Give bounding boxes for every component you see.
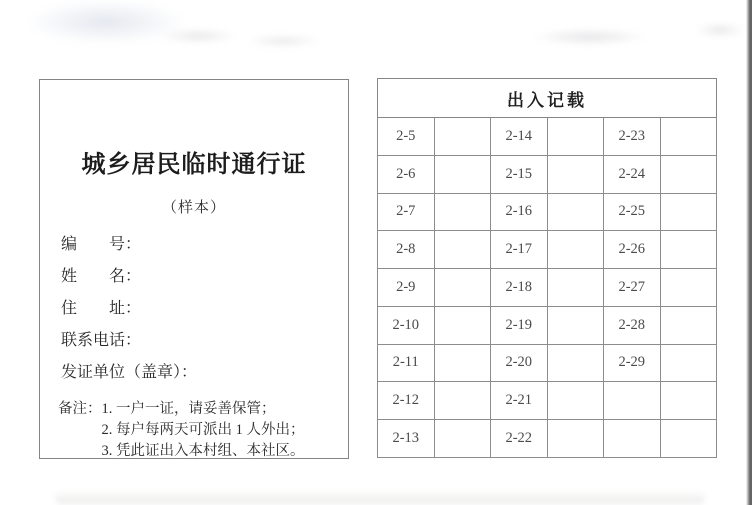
scan-smudge xyxy=(55,490,705,504)
log-entry-cell xyxy=(434,155,491,193)
photo-edge-shadow xyxy=(746,0,752,505)
entry-exit-log-panel xyxy=(377,78,717,458)
table-body xyxy=(378,118,717,458)
log-date-cell: 2-26 xyxy=(604,231,661,269)
log-entry-cell xyxy=(660,306,717,344)
table-row xyxy=(378,155,717,193)
scan-smudge xyxy=(26,0,186,44)
certificate-field: 姓 名： xyxy=(61,268,142,285)
certificate-field: 编 号： xyxy=(61,236,142,253)
log-entry-cell xyxy=(547,306,604,344)
log-date-cell: 2-28 xyxy=(604,306,661,344)
log-entry-cell xyxy=(547,269,604,307)
log-date-cell: 2-17 xyxy=(491,231,548,269)
note-line: 1. 一户一证，请妥善保管； xyxy=(101,401,276,417)
log-date-cell: 2-20 xyxy=(491,344,548,382)
log-entry-cell xyxy=(434,344,491,382)
certificate-field: 住 址： xyxy=(61,300,142,317)
log-date-cell: 2-11 xyxy=(378,344,435,382)
log-date-cell: 2-27 xyxy=(604,269,661,307)
log-date-cell: 2-14 xyxy=(491,118,548,156)
log-date-cell: 2-8 xyxy=(378,231,435,269)
certificate-subtitle: （样本） xyxy=(161,200,226,216)
log-date-cell: 2-25 xyxy=(604,193,661,231)
log-entry-cell xyxy=(547,382,604,420)
log-date-cell: 2-7 xyxy=(378,193,435,231)
log-date-cell: 2-13 xyxy=(378,420,435,458)
log-date-cell: 2-19 xyxy=(491,306,548,344)
scan-smudge xyxy=(245,34,321,48)
log-date-cell: 2-23 xyxy=(604,118,661,156)
log-date-cell: 2-29 xyxy=(604,344,661,382)
table-row xyxy=(378,193,717,231)
log-entry-cell xyxy=(547,118,604,156)
log-date-cell: 2-5 xyxy=(378,118,435,156)
log-entry-cell xyxy=(434,269,491,307)
entry-exit-table xyxy=(377,78,717,458)
certificate-fields xyxy=(61,229,348,389)
table-row xyxy=(378,420,717,458)
table-header-row xyxy=(378,79,717,118)
log-entry-cell xyxy=(660,193,717,231)
table-row xyxy=(378,382,717,420)
certificate-field: 联系电话： xyxy=(61,332,142,349)
table-head xyxy=(378,79,717,118)
scan-smudge xyxy=(695,22,745,38)
log-entry-cell xyxy=(434,306,491,344)
certificate-title: 城乡居民临时通行证 xyxy=(81,152,307,178)
log-entry-cell xyxy=(547,155,604,193)
log-date-cell: 2-9 xyxy=(378,269,435,307)
log-entry-cell xyxy=(660,420,717,458)
notes-items xyxy=(102,399,349,462)
certificate-notes xyxy=(58,399,348,462)
log-entry-cell xyxy=(660,155,717,193)
log-date-cell: 2-24 xyxy=(604,155,661,193)
log-entry-cell xyxy=(434,420,491,458)
scan-smudge xyxy=(532,28,648,46)
log-entry-cell xyxy=(547,193,604,231)
log-date-cell: 2-12 xyxy=(378,382,435,420)
certificate-field: 发证单位（盖章）： xyxy=(61,364,198,381)
log-date-cell: 2-16 xyxy=(491,193,548,231)
log-entry-cell xyxy=(547,344,604,382)
scan-smudge xyxy=(158,28,238,44)
log-entry-cell xyxy=(434,382,491,420)
log-date-cell: 2-18 xyxy=(491,269,548,307)
log-date-cell: 2-10 xyxy=(378,306,435,344)
table-row xyxy=(378,231,717,269)
table-row xyxy=(378,269,717,307)
certificate-panel xyxy=(39,79,349,459)
table-row xyxy=(378,306,717,344)
note-line: 3. 凭此证出入本村组、本社区。 xyxy=(101,443,305,459)
log-entry-cell xyxy=(547,420,604,458)
log-entry-cell xyxy=(547,231,604,269)
log-date-cell: 2-6 xyxy=(378,155,435,193)
log-entry-cell xyxy=(660,118,717,156)
note-line: 2. 每户每两天可派出 1 人外出； xyxy=(101,422,305,438)
log-date-cell xyxy=(604,420,661,458)
log-entry-cell xyxy=(660,382,717,420)
log-entry-cell xyxy=(434,231,491,269)
log-entry-cell xyxy=(660,344,717,382)
table-row xyxy=(378,118,717,156)
table-title: 出入记载 xyxy=(378,79,717,118)
log-date-cell xyxy=(604,382,661,420)
table-row xyxy=(378,344,717,382)
log-entry-cell xyxy=(434,193,491,231)
log-date-cell: 2-15 xyxy=(491,155,548,193)
log-entry-cell xyxy=(660,269,717,307)
log-entry-cell xyxy=(434,118,491,156)
log-entry-cell xyxy=(660,231,717,269)
notes-label: 备注： xyxy=(58,401,102,417)
log-date-cell: 2-22 xyxy=(491,420,548,458)
log-date-cell: 2-21 xyxy=(491,382,548,420)
